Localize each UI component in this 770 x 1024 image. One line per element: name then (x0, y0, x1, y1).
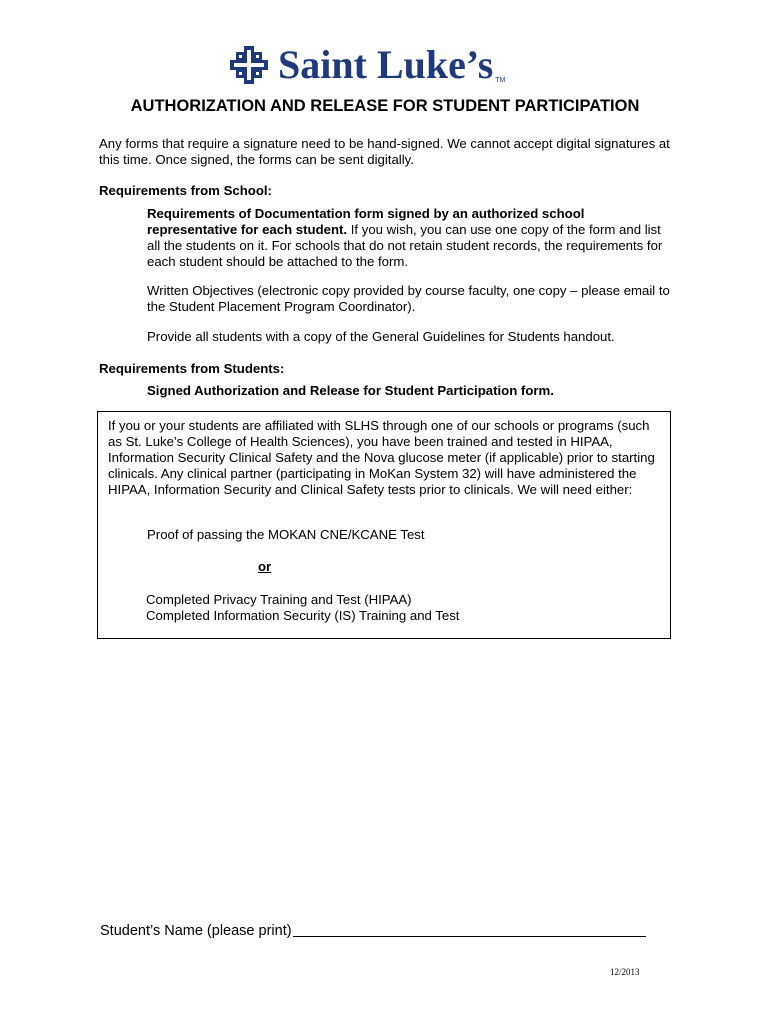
documentation-requirement-detail: If you wish, you can use one copy of the form and list all the students on it. For schools that do not retain student records, the requirements for each student should be attached to the form. (147, 222, 663, 269)
student-name-label: Student’s Name (please print) (100, 923, 292, 939)
training-info-text: If you or your students are affiliated with SLHS through one of our schools or programs (such as St. Luke’s College of Health Sciences), you have been trained and tested in HIPAA, Information Security Clinical Safety and the Nova glucose meter (if applicable) prior to starting clinicals. Any clinical partner (participating in MoKan System 32) will have administered the HIPAA, Information Security and Clinical Safety tests prior to clinicals. We will need either: (108, 418, 655, 497)
general-guidelines: Provide all students with a copy of the General Guidelines for Students handout. (147, 329, 615, 344)
training-info-box (97, 411, 671, 639)
or-separator: or (258, 559, 272, 574)
documentation-requirement (147, 206, 672, 270)
student-name-line[interactable] (293, 922, 646, 937)
privacy-training-item: Completed Privacy Training and Test (HIPAA) (146, 592, 412, 607)
security-training-item: Completed Information Security (IS) Training and Test (146, 608, 460, 623)
student-name-field (100, 922, 646, 939)
page-title: AUTHORIZATION AND RELEASE FOR STUDENT PARTICIPATION (130, 97, 640, 115)
saint-lukes-logo (228, 40, 505, 90)
signed-authorization-requirement: Signed Authorization and Release for Student Participation form. (147, 383, 554, 398)
student-requirements-heading: Requirements from Students: (99, 361, 285, 376)
logo-trademark: TM (495, 77, 506, 84)
revision-date: 12/2013 (610, 967, 640, 977)
saint-lukes-cross-icon (228, 44, 270, 86)
intro-paragraph: Any forms that require a signature need to be hand-signed. We cannot accept digital signatures at this time. Once signed, the forms can be sent digitally. (99, 136, 670, 167)
proof-mokan-test: Proof of passing the MOKAN CNE/KCANE Test (147, 527, 425, 542)
written-objectives: Written Objectives (electronic copy provided by course faculty, one copy – please email to the Student Placement Program Coordinator). (147, 283, 670, 314)
school-requirements-heading: Requirements from School: (99, 183, 272, 198)
documentation-requirement-bold: Requirements of Documentation form signed by an authorized school representative for each student. (147, 206, 585, 237)
logo-wordmark: Saint Luke’s (278, 42, 494, 87)
